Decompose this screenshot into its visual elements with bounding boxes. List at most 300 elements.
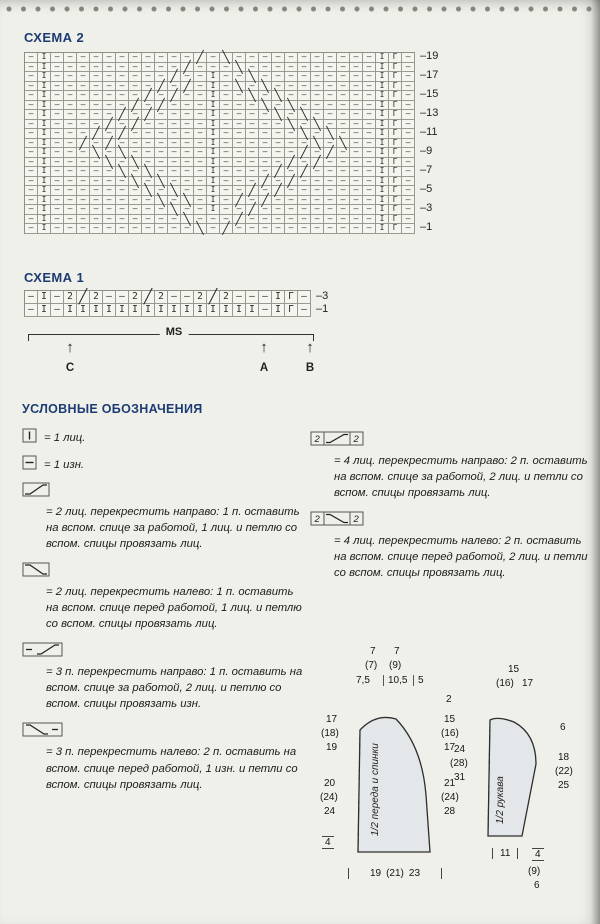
measurement-label: 15 bbox=[508, 664, 520, 675]
chart-cell: I bbox=[116, 304, 129, 317]
chart-cell: – bbox=[116, 139, 129, 149]
chart-cell: – bbox=[220, 167, 233, 177]
chart-cell: – bbox=[233, 139, 246, 149]
chart-cell: I bbox=[38, 291, 51, 304]
chart-cell: – bbox=[51, 120, 64, 130]
chart-cell: – bbox=[233, 291, 246, 304]
chart-cell: – bbox=[298, 215, 311, 225]
chart-cell: – bbox=[233, 148, 246, 158]
chart-cell: ╱ bbox=[103, 139, 116, 149]
legend-item bbox=[310, 431, 588, 501]
chart-cell: – bbox=[77, 82, 90, 92]
chart-cell: I bbox=[207, 158, 220, 168]
chart-cell: 2 bbox=[220, 291, 233, 304]
measurement-label: 17 bbox=[522, 678, 534, 689]
chart-cell: – bbox=[324, 139, 337, 149]
chart-cell: – bbox=[337, 186, 350, 196]
chart-cell: – bbox=[363, 196, 376, 206]
legend-title: УСЛОВНЫЕ ОБОЗНАЧЕНИЯ bbox=[22, 402, 203, 416]
chart-cell: – bbox=[324, 177, 337, 187]
chart-cell: – bbox=[272, 148, 285, 158]
chart-cell: – bbox=[311, 167, 324, 177]
up-arrow-icon: ↑ bbox=[260, 339, 268, 356]
chart-cell: – bbox=[77, 91, 90, 101]
chart-cell: – bbox=[129, 224, 142, 234]
chart-cell: – bbox=[142, 129, 155, 139]
chart-cell: – bbox=[233, 110, 246, 120]
chart-cell: – bbox=[311, 91, 324, 101]
chart-cell: I bbox=[207, 91, 220, 101]
measurement-label: (24) bbox=[441, 792, 459, 803]
chart-cell: – bbox=[116, 72, 129, 82]
chart-cell: – bbox=[142, 63, 155, 73]
chart-cell: ╲ bbox=[337, 139, 350, 149]
legend-item-text: = 2 лиц. перекрестить направо: 1 п. оставить на вспом. спице за работой, 1 лиц. и петлю со вспом. спицы провязать лиц. bbox=[46, 506, 300, 551]
chart-cell: I bbox=[38, 177, 51, 187]
chart-row-number: –1 bbox=[316, 303, 329, 315]
chart-cell: – bbox=[363, 129, 376, 139]
chart-cell: – bbox=[116, 186, 129, 196]
chart-cell: – bbox=[129, 53, 142, 63]
chart-cell: – bbox=[220, 120, 233, 130]
chart-cell: ╱ bbox=[285, 158, 298, 168]
chart-cell: I bbox=[376, 110, 389, 120]
chart-cell: – bbox=[350, 177, 363, 187]
chart-cell: – bbox=[337, 110, 350, 120]
chart-cell: – bbox=[272, 224, 285, 234]
chart-cell: – bbox=[77, 167, 90, 177]
chart-cell: – bbox=[194, 215, 207, 225]
chart-cell: I bbox=[38, 110, 51, 120]
chart-cell: – bbox=[207, 53, 220, 63]
chart-cell: – bbox=[116, 91, 129, 101]
chart-cell: – bbox=[155, 63, 168, 73]
chart-cell: I bbox=[207, 177, 220, 187]
measurement-label: (16) bbox=[496, 678, 514, 689]
chart-cell: – bbox=[298, 63, 311, 73]
chart-cell: – bbox=[350, 129, 363, 139]
chart-cell: – bbox=[142, 148, 155, 158]
chart-cell: – bbox=[25, 53, 38, 63]
legend-item bbox=[22, 482, 306, 552]
chart-cell: – bbox=[298, 186, 311, 196]
chart-cell: – bbox=[129, 110, 142, 120]
chart-cell: – bbox=[402, 53, 415, 63]
chart-cell: – bbox=[285, 205, 298, 215]
chart-cell: ╱ bbox=[142, 291, 155, 304]
chart-cell: – bbox=[25, 167, 38, 177]
chart-cell: I bbox=[38, 101, 51, 111]
measurement-label: 23 bbox=[408, 868, 421, 879]
chart-cell: – bbox=[194, 72, 207, 82]
measurement-label: 20 bbox=[324, 778, 336, 789]
marker-a bbox=[256, 340, 272, 374]
chart-cell: – bbox=[51, 148, 64, 158]
chart-cell: – bbox=[181, 158, 194, 168]
chart-cell: – bbox=[168, 63, 181, 73]
chart-cell: – bbox=[90, 224, 103, 234]
chart-cell: I bbox=[77, 304, 90, 317]
chart-cell: – bbox=[194, 110, 207, 120]
chart-cell: ╱ bbox=[77, 291, 90, 304]
chart-cell: – bbox=[402, 196, 415, 206]
chart-cell: – bbox=[402, 63, 415, 73]
chart-cell: I bbox=[376, 101, 389, 111]
chart-cell: – bbox=[77, 129, 90, 139]
chart-cell: – bbox=[64, 158, 77, 168]
chart-cell: – bbox=[64, 63, 77, 73]
chart-cell: – bbox=[90, 72, 103, 82]
chart-cell: – bbox=[194, 101, 207, 111]
chart-cell: ╲ bbox=[311, 139, 324, 149]
chart-cell: – bbox=[311, 63, 324, 73]
chart-cell: – bbox=[181, 177, 194, 187]
chart-cell: – bbox=[90, 215, 103, 225]
chart-cell: – bbox=[233, 177, 246, 187]
chart-cell: I bbox=[38, 148, 51, 158]
chart-cell: – bbox=[259, 91, 272, 101]
chart-cell: – bbox=[233, 186, 246, 196]
measurement-label: 17 bbox=[326, 714, 338, 725]
chart-cell: – bbox=[103, 72, 116, 82]
chart-cell: – bbox=[350, 63, 363, 73]
legend-symbol-cross2r-icon bbox=[22, 482, 306, 502]
chart-cell: – bbox=[64, 139, 77, 149]
legend-item-text: = 4 лиц. перекрестить налево: 2 п. оставить на вспом. спице перед работой, 2 лиц. и петли со вспом. спицы провязать лиц. bbox=[334, 535, 588, 580]
chart-cell: – bbox=[155, 91, 168, 101]
chart2-row-numbers bbox=[420, 52, 454, 232]
chart-cell: I bbox=[38, 120, 51, 130]
chart-cell: I bbox=[90, 304, 103, 317]
chart-cell: I bbox=[38, 63, 51, 73]
chart-cell: I bbox=[376, 148, 389, 158]
chart-cell: Г bbox=[389, 186, 402, 196]
chart-cell: – bbox=[51, 291, 64, 304]
chart-cell: – bbox=[90, 53, 103, 63]
chart-cell: – bbox=[64, 205, 77, 215]
legend-item bbox=[22, 562, 306, 632]
measurement-label: 2 bbox=[446, 694, 452, 705]
chart-cell: – bbox=[103, 177, 116, 187]
chart-cell: – bbox=[298, 291, 311, 304]
chart-cell: ╲ bbox=[129, 177, 142, 187]
chart-cell: I bbox=[272, 304, 285, 317]
chart-cell: – bbox=[168, 82, 181, 92]
chart-cell: – bbox=[337, 215, 350, 225]
chart-cell: I bbox=[207, 186, 220, 196]
chart-cell: – bbox=[155, 120, 168, 130]
chart-row-number: –15 bbox=[420, 88, 439, 100]
chart-cell: – bbox=[25, 110, 38, 120]
marker-letter: B bbox=[305, 362, 315, 374]
chart-cell: – bbox=[77, 224, 90, 234]
chart-cell: – bbox=[194, 82, 207, 92]
chart-cell: – bbox=[298, 53, 311, 63]
chart-cell: – bbox=[311, 53, 324, 63]
chart-cell: – bbox=[64, 91, 77, 101]
chart-cell: – bbox=[168, 53, 181, 63]
chart-cell: – bbox=[298, 224, 311, 234]
chart-cell: I bbox=[64, 304, 77, 317]
chart-cell: – bbox=[363, 177, 376, 187]
chart-cell: – bbox=[194, 205, 207, 215]
chart-cell: – bbox=[402, 101, 415, 111]
measurement-label: 5 bbox=[413, 675, 424, 686]
chart-cell: – bbox=[194, 148, 207, 158]
chart-cell: – bbox=[90, 110, 103, 120]
chart-cell: – bbox=[337, 167, 350, 177]
chart-cell: – bbox=[337, 129, 350, 139]
chart-cell: 2 bbox=[64, 291, 77, 304]
chart-cell: – bbox=[116, 101, 129, 111]
chart-cell: – bbox=[181, 110, 194, 120]
chart-cell: – bbox=[194, 177, 207, 187]
chart-cell: – bbox=[272, 215, 285, 225]
chart-cell: – bbox=[77, 177, 90, 187]
chart-cell: I bbox=[38, 129, 51, 139]
chart-cell: – bbox=[155, 110, 168, 120]
chart-cell: ╱ bbox=[142, 110, 155, 120]
chart-cell: – bbox=[194, 91, 207, 101]
chart-cell: – bbox=[402, 167, 415, 177]
chart-cell: ╲ bbox=[298, 129, 311, 139]
chart-cell: – bbox=[103, 63, 116, 73]
chart-cell: – bbox=[103, 110, 116, 120]
chart-cell: – bbox=[64, 82, 77, 92]
chart-cell: – bbox=[168, 101, 181, 111]
chart-cell: – bbox=[142, 120, 155, 130]
chart-cell: – bbox=[233, 158, 246, 168]
chart-cell: – bbox=[337, 120, 350, 130]
chart-cell: ╱ bbox=[259, 196, 272, 206]
body-piece-schematic bbox=[348, 700, 440, 860]
measurement-label: 31 bbox=[454, 772, 466, 783]
legend-symbol-cross2l-icon bbox=[22, 562, 306, 582]
chart-cell: – bbox=[116, 63, 129, 73]
chart-cell: – bbox=[337, 53, 350, 63]
chart-row-number: –11 bbox=[420, 126, 438, 138]
chart-cell: – bbox=[298, 120, 311, 130]
chart-row-number: –17 bbox=[420, 69, 439, 81]
chart-cell: – bbox=[272, 196, 285, 206]
chart-cell: I bbox=[38, 167, 51, 177]
chart-cell: – bbox=[220, 110, 233, 120]
chart-cell: – bbox=[272, 53, 285, 63]
body-piece-label: 1/2 переда и спинки bbox=[370, 743, 381, 836]
chart-cell: – bbox=[25, 304, 38, 317]
chart-cell: I bbox=[376, 63, 389, 73]
chart-cell: – bbox=[103, 196, 116, 206]
rib-height-label: 4 bbox=[532, 848, 544, 861]
chart-cell: – bbox=[259, 224, 272, 234]
chart-cell: – bbox=[337, 91, 350, 101]
chart-cell: – bbox=[259, 215, 272, 225]
chart-cell: ╱ bbox=[129, 120, 142, 130]
chart-cell: ╱ bbox=[298, 167, 311, 177]
chart-cell: Г bbox=[285, 291, 298, 304]
chart-cell: ╲ bbox=[181, 196, 194, 206]
chart-cell: – bbox=[103, 148, 116, 158]
chart-cell: – bbox=[402, 129, 415, 139]
chart-cell: – bbox=[168, 139, 181, 149]
chart-cell: – bbox=[155, 215, 168, 225]
chart-cell: – bbox=[181, 205, 194, 215]
legend-symbol-cross4l-icon bbox=[310, 511, 588, 531]
chart-cell: – bbox=[77, 110, 90, 120]
chart-cell: – bbox=[402, 177, 415, 187]
chart-cell: – bbox=[129, 91, 142, 101]
chart-cell: ╱ bbox=[259, 177, 272, 187]
chart-cell: I bbox=[376, 205, 389, 215]
chart-cell: – bbox=[142, 53, 155, 63]
chart-cell: – bbox=[51, 167, 64, 177]
chart-row-number: –7 bbox=[420, 164, 433, 176]
chart-cell: I bbox=[376, 215, 389, 225]
chart-cell: I bbox=[38, 215, 51, 225]
chart-cell: Г bbox=[389, 177, 402, 187]
chart-cell: – bbox=[168, 110, 181, 120]
measurement-label: 6 bbox=[560, 722, 566, 733]
chart-cell: I bbox=[168, 304, 181, 317]
chart-cell: – bbox=[90, 177, 103, 187]
chart-cell: – bbox=[259, 291, 272, 304]
chart-cell: – bbox=[220, 101, 233, 111]
chart-cell: – bbox=[129, 196, 142, 206]
chart-cell: – bbox=[324, 224, 337, 234]
chart-cell: I bbox=[376, 224, 389, 234]
chart-cell: – bbox=[337, 224, 350, 234]
chart-cell: I bbox=[103, 304, 116, 317]
chart-cell: – bbox=[350, 53, 363, 63]
chart-cell: – bbox=[51, 205, 64, 215]
measurement-label: 21 bbox=[444, 778, 456, 789]
chart-cell: – bbox=[51, 72, 64, 82]
chart-cell: – bbox=[220, 205, 233, 215]
chart-cell: – bbox=[155, 53, 168, 63]
chart-cell: – bbox=[116, 82, 129, 92]
chart-cell: – bbox=[350, 72, 363, 82]
chart-cell: – bbox=[25, 91, 38, 101]
chart-cell: – bbox=[350, 205, 363, 215]
chart-cell: – bbox=[311, 196, 324, 206]
chart-row-number: –1 bbox=[420, 221, 433, 233]
chart1-row-numbers bbox=[316, 290, 350, 318]
legend-item bbox=[22, 642, 306, 712]
chart-cell: I bbox=[220, 304, 233, 317]
marker-letter: C bbox=[65, 362, 75, 374]
measurement-label: (28) bbox=[450, 758, 468, 769]
chart-cell: – bbox=[155, 129, 168, 139]
chart-cell: – bbox=[51, 177, 64, 187]
svg-text:2: 2 bbox=[353, 434, 359, 445]
measurement-label: 24 bbox=[324, 806, 336, 817]
chart-cell: – bbox=[25, 205, 38, 215]
chart-cell: ╱ bbox=[90, 129, 103, 139]
chart-cell: I bbox=[207, 167, 220, 177]
chart-cell: – bbox=[233, 205, 246, 215]
legend-item-text: = 4 лиц. перекрестить направо: 2 п. оставить на вспом. спице за работой, 2 лиц. и петли со вспом. спицы провязать лиц. bbox=[334, 455, 588, 500]
legend-item-text: = 3 п. перекрестить направо: 1 п. оставить на вспом. спице за работой, 2 лиц. и петлю со вспом. спицы провязать изн. bbox=[46, 666, 303, 711]
chart-cell: – bbox=[64, 120, 77, 130]
legend-item bbox=[22, 722, 306, 792]
chart-cell: – bbox=[285, 129, 298, 139]
chart-cell: – bbox=[103, 82, 116, 92]
chart-cell: – bbox=[116, 291, 129, 304]
chart-cell: Г bbox=[389, 205, 402, 215]
measurement-label: 25 bbox=[558, 780, 570, 791]
chart-cell: I bbox=[207, 82, 220, 92]
chart-cell: – bbox=[285, 224, 298, 234]
chart-cell: I bbox=[181, 304, 194, 317]
chart-cell: – bbox=[155, 186, 168, 196]
chart-cell: – bbox=[168, 167, 181, 177]
chart-cell: – bbox=[402, 82, 415, 92]
chart-cell: Г bbox=[389, 72, 402, 82]
chart-cell: – bbox=[246, 82, 259, 92]
chart-cell: – bbox=[350, 148, 363, 158]
chart-cell: – bbox=[194, 129, 207, 139]
chart-cell: – bbox=[64, 196, 77, 206]
measurement-label: 15 bbox=[444, 714, 456, 725]
chart-cell: Г bbox=[389, 148, 402, 158]
chart-cell: – bbox=[181, 224, 194, 234]
chart-cell: – bbox=[298, 139, 311, 149]
legend-symbol-cross4r-icon bbox=[310, 431, 588, 451]
chart-cell: – bbox=[337, 148, 350, 158]
chart-cell: – bbox=[220, 215, 233, 225]
chart-cell: – bbox=[51, 82, 64, 92]
chart-cell: – bbox=[324, 101, 337, 111]
chart-cell: – bbox=[116, 205, 129, 215]
chart-cell: ╲ bbox=[272, 91, 285, 101]
chart-cell: – bbox=[324, 205, 337, 215]
chart-cell: – bbox=[90, 158, 103, 168]
chart-cell: – bbox=[181, 53, 194, 63]
chart-cell: – bbox=[402, 215, 415, 225]
chart-cell: – bbox=[337, 82, 350, 92]
chart-cell: – bbox=[220, 177, 233, 187]
chart-cell: – bbox=[298, 158, 311, 168]
chart-cell: ╲ bbox=[155, 177, 168, 187]
chart-cell: – bbox=[402, 110, 415, 120]
chart-cell: – bbox=[363, 53, 376, 63]
chart-cell: – bbox=[246, 167, 259, 177]
chart-cell: – bbox=[181, 129, 194, 139]
chart-cell: I bbox=[38, 224, 51, 234]
chart-cell: – bbox=[64, 177, 77, 187]
chart-cell: – bbox=[324, 120, 337, 130]
chart-cell: – bbox=[220, 72, 233, 82]
chart-cell: ╱ bbox=[246, 186, 259, 196]
chart-cell: – bbox=[64, 110, 77, 120]
chart-cell: – bbox=[350, 158, 363, 168]
chart-cell: – bbox=[168, 196, 181, 206]
chart-cell: – bbox=[402, 186, 415, 196]
chart-cell: – bbox=[337, 63, 350, 73]
chart-cell: – bbox=[272, 177, 285, 187]
chart-cell: – bbox=[207, 224, 220, 234]
chart-cell: Г bbox=[389, 110, 402, 120]
chart-cell: – bbox=[64, 129, 77, 139]
chart-cell: – bbox=[311, 148, 324, 158]
chart-cell: ╱ bbox=[116, 129, 129, 139]
up-arrow-icon: ↑ bbox=[306, 339, 314, 356]
chart-cell: – bbox=[168, 129, 181, 139]
chart-row bbox=[25, 221, 415, 235]
chart-cell: I bbox=[38, 205, 51, 215]
svg-text:2: 2 bbox=[314, 434, 320, 445]
chart-cell: – bbox=[155, 72, 168, 82]
